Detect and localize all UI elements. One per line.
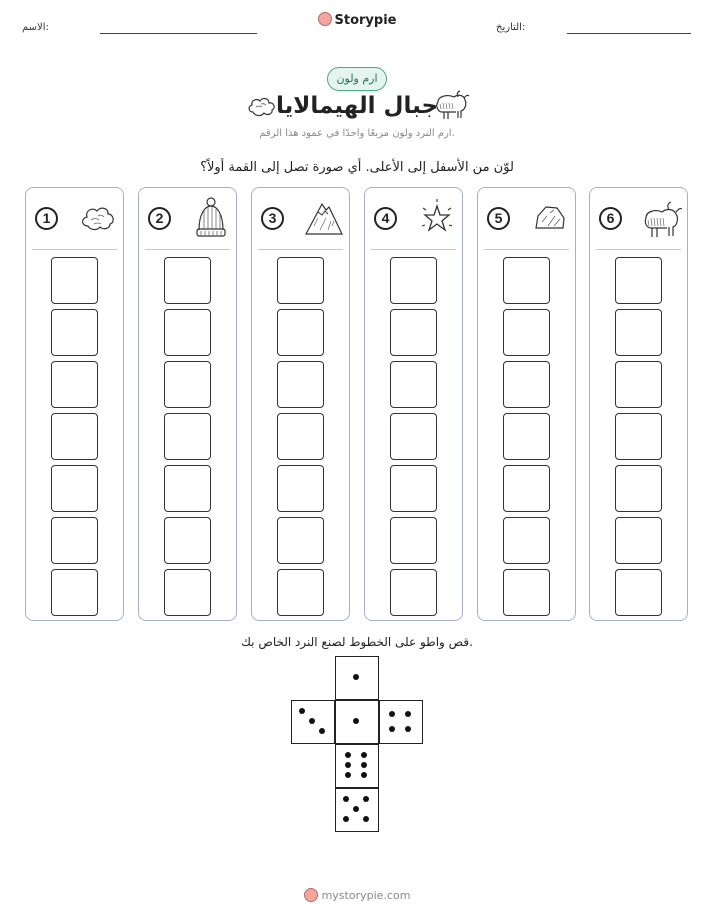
color-square[interactable] (503, 569, 550, 616)
die-pip (345, 772, 351, 778)
color-square[interactable] (615, 413, 662, 460)
color-square[interactable] (615, 257, 662, 304)
color-square[interactable] (51, 569, 98, 616)
winter-hat-icon (191, 196, 231, 240)
column-number: 6 (599, 207, 622, 230)
die-pip (405, 711, 411, 717)
die-pip (363, 816, 369, 822)
color-square[interactable] (390, 413, 437, 460)
column-1 (25, 187, 124, 621)
die-pip (363, 796, 369, 802)
cut-instruction: قص واطو على الخطوط لصنع النرد الخاص بك. (241, 635, 473, 649)
column-4 (364, 187, 463, 621)
color-square[interactable] (615, 569, 662, 616)
die-face-3 (291, 700, 335, 744)
color-square[interactable] (390, 465, 437, 512)
column-divider (371, 249, 456, 250)
die-pip (343, 816, 349, 822)
color-square[interactable] (390, 517, 437, 564)
activity-badge: ارم ولون (327, 67, 387, 91)
column-divider (596, 249, 681, 250)
color-square[interactable] (277, 361, 324, 408)
title-yak-icon (432, 88, 470, 122)
die-pip (353, 806, 359, 812)
color-square[interactable] (164, 569, 211, 616)
storypie-logo-icon (318, 12, 332, 26)
color-square[interactable] (503, 465, 550, 512)
die-face-5 (335, 788, 379, 832)
column-number: 3 (261, 207, 284, 230)
color-square[interactable] (277, 309, 324, 356)
column-header (365, 196, 462, 244)
color-square[interactable] (390, 361, 437, 408)
color-square[interactable] (277, 517, 324, 564)
color-square[interactable] (51, 309, 98, 356)
column-number: 5 (487, 207, 510, 230)
color-square[interactable] (390, 309, 437, 356)
yak-icon (642, 196, 682, 240)
die-pip (361, 772, 367, 778)
footer (0, 888, 714, 902)
column-header (26, 196, 123, 244)
die-pip (389, 711, 395, 717)
footer-url: mystorypie.com (321, 889, 411, 902)
color-square[interactable] (277, 465, 324, 512)
color-square[interactable] (615, 309, 662, 356)
column-number: 4 (374, 207, 397, 230)
brand-name: Storypie (334, 13, 397, 28)
color-square[interactable] (51, 465, 98, 512)
color-square[interactable] (615, 361, 662, 408)
coloring-instruction: لوّن من الأسفل إلى الأعلى. أي صورة تصل إلى القمة أولاً؟ (200, 160, 514, 175)
color-square[interactable] (164, 309, 211, 356)
color-square[interactable] (503, 517, 550, 564)
column-divider (32, 249, 117, 250)
column-number: 1 (35, 207, 58, 230)
die-pip (353, 718, 359, 724)
date-line (567, 33, 691, 34)
die-pip (343, 796, 349, 802)
die-pip (361, 762, 367, 768)
die-pip (345, 752, 351, 758)
name-line (100, 33, 257, 34)
color-square[interactable] (503, 257, 550, 304)
column-header (252, 196, 349, 244)
page-subtitle: ارم النرد ولون مربعًا واحدًا في عمود هذا الرقم. (259, 128, 455, 139)
die-pip (319, 728, 325, 734)
storypie-logo-icon (304, 888, 318, 902)
color-square[interactable] (51, 413, 98, 460)
color-square[interactable] (615, 465, 662, 512)
column-2 (138, 187, 237, 621)
color-square[interactable] (277, 413, 324, 460)
die-pip (405, 726, 411, 732)
column-divider (484, 249, 569, 250)
date-label: التاريخ: (496, 22, 526, 33)
color-square[interactable] (164, 257, 211, 304)
color-square[interactable] (277, 257, 324, 304)
column-3 (251, 187, 350, 621)
color-square[interactable] (503, 361, 550, 408)
color-square[interactable] (615, 517, 662, 564)
die-face-1 (335, 656, 379, 700)
rock-icon (530, 196, 570, 240)
column-header (478, 196, 575, 244)
color-square[interactable] (503, 413, 550, 460)
color-square[interactable] (503, 309, 550, 356)
column-number: 2 (148, 207, 171, 230)
die-pip (389, 726, 395, 732)
die-face-6 (335, 744, 379, 788)
mountain-icon (304, 196, 344, 240)
column-divider (145, 249, 230, 250)
color-square[interactable] (164, 465, 211, 512)
die-pip (353, 674, 359, 680)
die-pip (299, 708, 305, 714)
color-square[interactable] (164, 413, 211, 460)
die-pip (345, 762, 351, 768)
column-header (590, 196, 687, 244)
name-label: الاسم: (22, 22, 49, 33)
color-square[interactable] (51, 517, 98, 564)
color-square[interactable] (164, 517, 211, 564)
color-square[interactable] (390, 569, 437, 616)
cloud-icon (78, 196, 118, 240)
color-square[interactable] (277, 569, 324, 616)
color-square[interactable] (51, 361, 98, 408)
star-icon (417, 196, 457, 240)
die-pip (361, 752, 367, 758)
column-header (139, 196, 236, 244)
page-title: جبال الهيمالايا (275, 93, 439, 119)
color-square[interactable] (164, 361, 211, 408)
die-pip (309, 718, 315, 724)
die-face-4 (379, 700, 423, 744)
color-square[interactable] (51, 257, 98, 304)
column-6 (589, 187, 688, 621)
column-divider (258, 249, 343, 250)
color-square[interactable] (390, 257, 437, 304)
column-5 (477, 187, 576, 621)
die-face-1 (335, 700, 379, 744)
brand-logo (0, 12, 714, 28)
